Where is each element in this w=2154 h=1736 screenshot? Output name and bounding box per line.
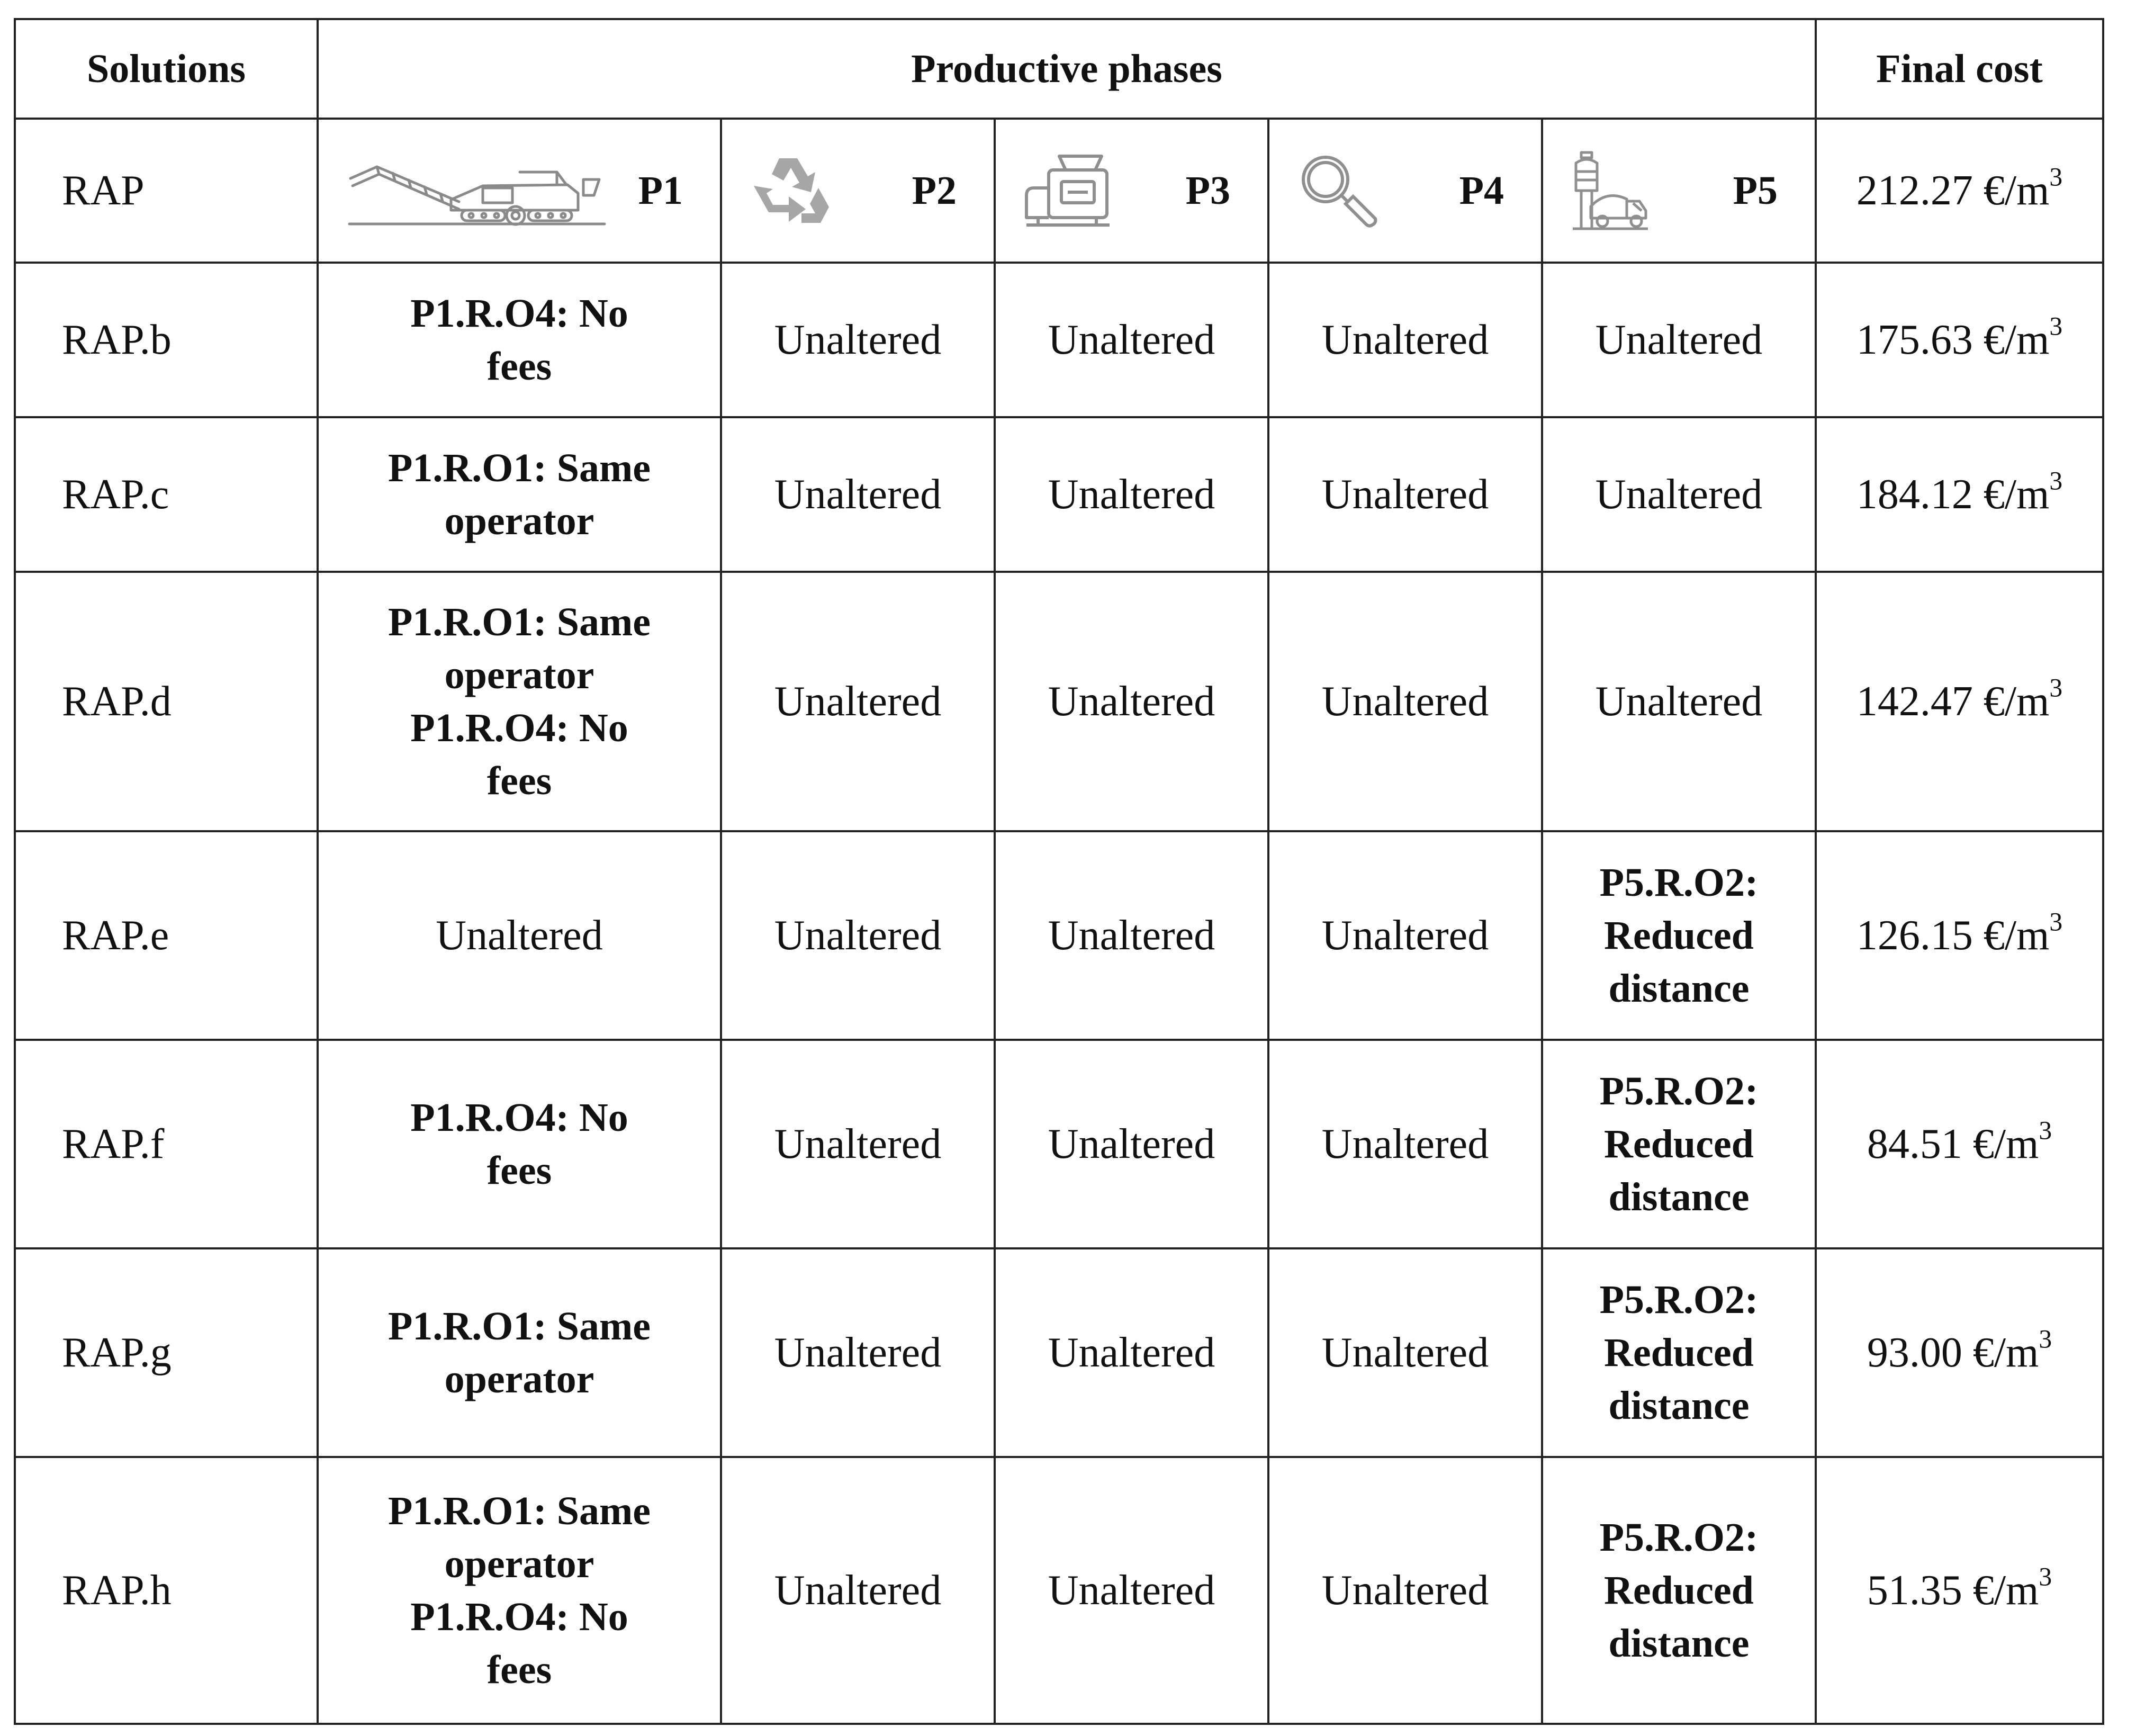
p5-cell: Unaltered — [1542, 263, 1816, 417]
measure-line: P1.R.O4: No — [410, 1095, 628, 1140]
p4-cell: Unaltered — [1268, 263, 1542, 417]
p2-cell: Unaltered — [721, 1457, 995, 1724]
measure-line: P5.R.O2: — [1599, 1515, 1759, 1560]
phase-label-p2: P2 — [912, 168, 957, 213]
measure-line: Reduced — [1604, 913, 1754, 958]
unit-exponent: 3 — [2039, 1115, 2052, 1145]
final-cost-cell — [1816, 1040, 2103, 1248]
p4-cell: Unaltered — [1268, 572, 1542, 831]
p5-cell: Unaltered — [1542, 417, 1816, 572]
final-cost-value: 84.51 €/m — [1867, 1120, 2039, 1167]
final-cost-value: 175.63 €/m — [1856, 316, 2050, 363]
measure-line: operator — [444, 1357, 594, 1401]
phase-label-p4: P4 — [1459, 168, 1504, 213]
measure-line: P5.R.O2: — [1599, 1278, 1759, 1322]
measure-line: distance — [1608, 1175, 1750, 1219]
final-cost-value: 142.47 €/m — [1856, 678, 2050, 725]
phase-cell-p3 — [995, 119, 1268, 263]
final-cost-cell — [1816, 1248, 2103, 1457]
phase-label-p1: P1 — [638, 168, 683, 213]
p3-cell: Unaltered — [995, 1457, 1268, 1724]
p5-measure-cell — [1542, 1248, 1816, 1457]
unit-exponent: 3 — [2049, 465, 2063, 495]
phase-label-p5: P5 — [1733, 168, 1778, 213]
unit-exponent: 3 — [2049, 672, 2063, 702]
final-cost-value: 51.35 €/m — [1867, 1567, 2039, 1614]
p5-cell: Unaltered — [1542, 572, 1816, 831]
measure-line: distance — [1608, 1621, 1750, 1666]
phase-cell-p5 — [1542, 119, 1816, 263]
measure-line: distance — [1608, 966, 1750, 1011]
crusher-machine-icon — [1022, 151, 1112, 230]
table-row — [15, 263, 2103, 417]
table-row — [15, 831, 2103, 1040]
measure-line: P1.R.O1: Same — [387, 1489, 651, 1533]
p4-cell: Unaltered — [1268, 417, 1542, 572]
measure-line: fees — [486, 1148, 552, 1193]
p1-measure-cell — [318, 1040, 721, 1248]
solution-label: RAP.b — [15, 263, 318, 417]
p4-cell: Unaltered — [1268, 831, 1542, 1040]
p1-measure-cell — [318, 1457, 721, 1724]
measure-line: P1.R.O1: Same — [387, 600, 651, 644]
p1-cell: Unaltered — [318, 831, 721, 1040]
measure-line: fees — [486, 344, 552, 389]
unit-exponent: 3 — [2039, 1561, 2052, 1591]
solution-label: RAP.h — [15, 1457, 318, 1724]
measure-line: P5.R.O2: — [1599, 1069, 1759, 1113]
p2-cell: Unaltered — [721, 831, 995, 1040]
measure-line: Reduced — [1604, 1122, 1754, 1166]
p1-measure-cell — [318, 572, 721, 831]
p3-cell: Unaltered — [995, 831, 1268, 1040]
measure-line: fees — [486, 1648, 552, 1692]
solution-label: RAP.d — [15, 572, 318, 831]
magnifier-icon — [1296, 151, 1381, 230]
table-row — [15, 1457, 2103, 1724]
p2-cell: Unaltered — [721, 1248, 995, 1457]
p4-cell: Unaltered — [1268, 1248, 1542, 1457]
final-cost-cell — [1816, 831, 2103, 1040]
p5-measure-cell — [1542, 1457, 1816, 1724]
table-row — [15, 572, 2103, 831]
final-cost-value: 126.15 €/m — [1856, 912, 2050, 959]
measure-line: operator — [444, 653, 594, 697]
unit-exponent: 3 — [2049, 906, 2063, 936]
phase-icon-row — [15, 119, 2103, 263]
final-cost-cell — [1816, 1457, 2103, 1724]
p4-cell: Unaltered — [1268, 1457, 1542, 1724]
unit-exponent: 3 — [2049, 311, 2063, 340]
final-cost-value: 93.00 €/m — [1867, 1329, 2039, 1376]
p2-cell: Unaltered — [721, 263, 995, 417]
p1-measure-cell — [318, 1248, 721, 1457]
table-row — [15, 417, 2103, 572]
measure-line: P1.R.O1: Same — [387, 446, 651, 490]
p3-cell: Unaltered — [995, 1248, 1268, 1457]
measure-line: P5.R.O2: — [1599, 860, 1759, 905]
final-cost-cell — [1816, 417, 2103, 572]
road-milling-machine-icon — [345, 151, 610, 230]
final-cost-value: 184.12 €/m — [1856, 471, 2050, 518]
solution-label: RAP.f — [15, 1040, 318, 1248]
phase-cell-p1 — [318, 119, 721, 263]
measure-line: Reduced — [1604, 1330, 1754, 1375]
measure-line: P1.R.O1: Same — [387, 1304, 651, 1348]
p3-cell: Unaltered — [995, 263, 1268, 417]
solution-label: RAP — [15, 119, 318, 263]
table-row — [15, 1040, 2103, 1248]
p3-cell: Unaltered — [995, 1040, 1268, 1248]
p2-cell: Unaltered — [721, 1040, 995, 1248]
measure-line: fees — [486, 759, 552, 803]
recycle-icon — [749, 151, 833, 230]
phase-cell-p2 — [721, 119, 995, 263]
p5-measure-cell — [1542, 831, 1816, 1040]
measure-line: operator — [444, 499, 594, 543]
measure-line: operator — [444, 1542, 594, 1586]
final-cost-value: 212.27 €/m — [1856, 167, 2050, 214]
measure-line: distance — [1608, 1383, 1750, 1428]
table-row — [15, 1248, 2103, 1457]
measure-line: P1.R.O4: No — [410, 291, 628, 336]
p5-measure-cell — [1542, 1040, 1816, 1248]
p2-cell: Unaltered — [721, 417, 995, 572]
solution-label: RAP.c — [15, 417, 318, 572]
unit-exponent: 3 — [2039, 1324, 2052, 1353]
p1-measure-cell — [318, 263, 721, 417]
header-solutions: Solutions — [15, 19, 318, 119]
solution-label: RAP.g — [15, 1248, 318, 1457]
unit-exponent: 3 — [2049, 161, 2063, 191]
phase-cell-p4 — [1268, 119, 1542, 263]
p3-cell: Unaltered — [995, 417, 1268, 572]
p4-cell: Unaltered — [1268, 1040, 1542, 1248]
phase-label-p3: P3 — [1185, 168, 1230, 213]
solution-label: RAP.e — [15, 831, 318, 1040]
final-cost-cell — [1816, 119, 2103, 263]
solutions-cost-table — [14, 18, 2104, 1725]
header-final-cost: Final cost — [1816, 19, 2103, 119]
measure-line: P1.R.O4: No — [410, 706, 628, 750]
concrete-mixer-truck-icon — [1570, 148, 1649, 233]
p1-measure-cell — [318, 417, 721, 572]
final-cost-cell — [1816, 572, 2103, 831]
p2-cell: Unaltered — [721, 572, 995, 831]
measure-line: Reduced — [1604, 1568, 1754, 1613]
final-cost-cell — [1816, 263, 2103, 417]
header-productive-phases: Productive phases — [318, 19, 1816, 119]
p3-cell: Unaltered — [995, 572, 1268, 831]
header-row — [15, 19, 2103, 119]
measure-line: P1.R.O4: No — [410, 1595, 628, 1639]
